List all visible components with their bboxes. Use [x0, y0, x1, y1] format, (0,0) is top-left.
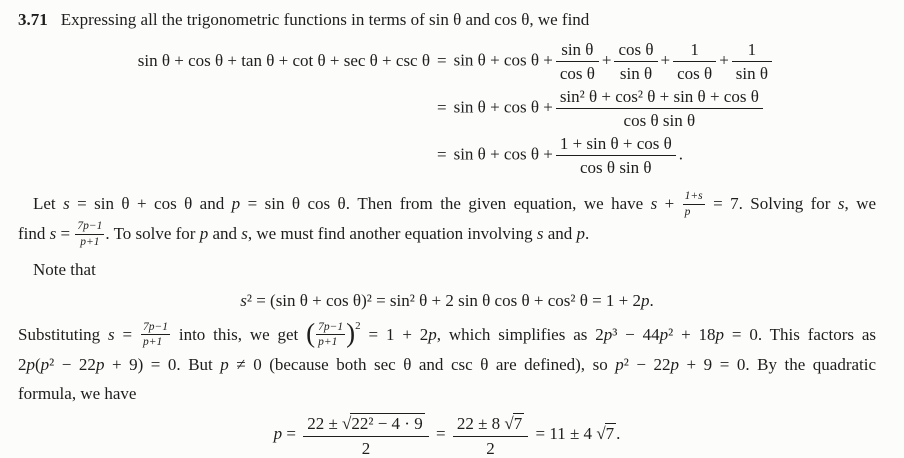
text-run: Substituting [18, 324, 109, 344]
fraction [683, 190, 705, 218]
text-run: find [18, 224, 50, 244]
fraction [556, 87, 763, 130]
plus-sign: + [719, 50, 729, 70]
denominator: cos θ sin θ [623, 111, 696, 131]
paragraph-line [18, 350, 876, 379]
text-run: ² + 18 [668, 324, 716, 344]
variable: s [241, 224, 248, 244]
fraction [316, 321, 345, 349]
text-run: formula, we have [18, 384, 137, 404]
equals-sign: = [437, 51, 447, 71]
equation-rhs [454, 40, 775, 83]
text-run: = [114, 324, 140, 344]
text-run: = 11 ± 4 [531, 424, 597, 444]
equation-s-squared [18, 288, 876, 314]
text-run: , we [844, 194, 877, 214]
paragraph-line [18, 379, 876, 408]
numerator: 1 [673, 40, 716, 62]
variable: p [40, 355, 50, 375]
variable: p [95, 355, 105, 375]
variable: s [63, 194, 70, 214]
numerator: sin² θ + cos² θ + sin θ + cos θ [556, 87, 763, 109]
text-run: ² − 22 [623, 355, 671, 375]
variable: s [108, 324, 115, 344]
text-run: = 1 + 2 [360, 324, 429, 344]
exponent: 2 [355, 319, 361, 332]
equation-row-2 [18, 87, 876, 130]
variable: p [715, 324, 725, 344]
text-run: 22 ± [307, 414, 343, 434]
text-run: + 9 = 0. By the quadratic [679, 355, 877, 375]
text-run: , we must find another equation involving [247, 224, 537, 244]
paragraph-substituting [18, 320, 876, 409]
derivation-display [18, 40, 876, 177]
variable: p [641, 290, 650, 310]
variable: s [49, 224, 57, 244]
text-run: . [585, 224, 590, 244]
text-run: and [543, 224, 577, 244]
numerator: 7p−1 [316, 321, 345, 336]
numerator [303, 413, 429, 437]
variable: p [199, 224, 209, 244]
variable: p [220, 355, 229, 375]
paragraph-line [18, 219, 876, 249]
period: . [616, 424, 621, 444]
paragraph-note [18, 258, 876, 282]
period: . [678, 144, 684, 164]
equation-rhs [454, 87, 766, 130]
text-run: and [208, 224, 242, 244]
square-root [342, 414, 425, 433]
equation-rhs [454, 134, 683, 177]
text-run: = sin θ + cos θ and [69, 194, 232, 214]
equation-row-1 [18, 40, 876, 83]
numerator: 1 + sin θ + cos θ [556, 134, 676, 156]
fraction [614, 40, 657, 83]
fraction [303, 413, 429, 458]
text-run: ³ − 44 [612, 324, 660, 344]
denominator: sin θ [619, 64, 653, 84]
text-run: Note that [33, 259, 96, 279]
denominator: p+1 [80, 236, 100, 249]
variable: p [670, 355, 680, 375]
equals-sign: = [437, 98, 447, 118]
problem-number: 3.71 [18, 10, 48, 29]
numerator: 7p−1 [141, 321, 170, 336]
text-run: sin θ + cos θ + [453, 50, 553, 70]
numerator: cos θ [614, 40, 657, 62]
variable: p [603, 324, 613, 344]
text-run: + [657, 194, 682, 214]
variable: p [615, 355, 624, 375]
fraction [141, 321, 170, 349]
fraction [453, 413, 528, 458]
text-run: . To solve for [105, 224, 200, 244]
text-run: = sin θ cos θ. Then from the given equation, we have [240, 194, 651, 214]
text-run: = [56, 224, 75, 244]
radicand: 7 [605, 424, 615, 444]
text-run: sin θ + cos θ + [453, 97, 553, 117]
fraction [732, 40, 772, 83]
square-root [504, 414, 524, 433]
problem-statement [18, 8, 876, 32]
denominator: cos θ [677, 64, 713, 84]
radical-icon: √ [596, 424, 606, 444]
variable: p [428, 324, 437, 344]
text-run: , which simplifies as 2 [436, 324, 604, 344]
numerator: 1 [732, 40, 772, 62]
radical-icon: √ [342, 414, 352, 434]
denominator: p [684, 205, 691, 218]
equation-quadratic-result [18, 413, 876, 458]
fraction [556, 40, 599, 83]
variable: p [231, 194, 241, 214]
fraction [75, 220, 104, 248]
numerator: 1+s [683, 190, 705, 205]
paragraph-line [18, 320, 876, 351]
variable: p [273, 424, 283, 444]
numerator: sin θ [556, 40, 599, 62]
right-paren: ) [346, 318, 356, 349]
denominator: p+1 [142, 336, 163, 349]
variable: s [240, 290, 247, 310]
equation-lhs: sin θ + cos θ + tan θ + cot θ + sec θ + csc θ [137, 51, 430, 71]
equation-row-3 [18, 134, 876, 177]
denominator: sin θ [735, 64, 769, 84]
text-run: ² − 22 [49, 355, 96, 375]
denominator: 2 [486, 438, 495, 458]
radical-icon: √ [504, 414, 514, 434]
plus-sign: + [601, 50, 612, 70]
variable: p [576, 224, 586, 244]
left-paren: ( [306, 318, 316, 349]
paragraph-line [18, 189, 876, 219]
numerator: 7p−1 [75, 220, 104, 235]
text-run: sin θ + cos θ + [453, 144, 553, 164]
equals-sign: = [431, 424, 450, 444]
equals-sign: = [437, 145, 447, 165]
period: . [649, 290, 654, 310]
variable: s [536, 224, 544, 244]
plus-sign: + [660, 50, 671, 70]
equals-sign: = [282, 424, 301, 444]
variable: p [26, 355, 35, 375]
text-run: 22 ± 8 [456, 414, 505, 434]
variable: p [659, 324, 669, 344]
variable: s [650, 194, 658, 214]
square-root [596, 424, 616, 443]
denominator: p+1 [318, 336, 338, 349]
problem-intro: Expressing all the trigonometric functions in terms of sin θ and cos θ, we find [60, 10, 590, 29]
text-run: ² = (sin θ + cos θ)² = sin² θ + 2 sin θ cos θ + cos² θ = 1 + 2 [246, 290, 642, 310]
paragraph-let [18, 189, 876, 249]
denominator: cos θ sin θ [580, 158, 652, 178]
radicand: 7 [513, 414, 523, 434]
text-run: into this, we get [171, 324, 307, 344]
text-run: Let [33, 194, 64, 214]
text-run: = 7. Solving for [705, 194, 838, 214]
text-run: ≠ 0 (because both sec θ and csc θ are defined), so [228, 355, 616, 375]
text-run: + 9) = 0. But [104, 355, 221, 375]
fraction [556, 134, 676, 177]
fraction [673, 40, 716, 83]
text-run: ( [35, 355, 41, 375]
text-run: = 0. This factors as [724, 324, 876, 344]
denominator: 2 [361, 438, 371, 458]
text-run: 2 [18, 355, 27, 375]
numerator [453, 413, 528, 437]
radicand: 22² − 4 · 9 [351, 414, 423, 434]
denominator: cos θ [559, 64, 595, 84]
variable: s [837, 194, 845, 214]
